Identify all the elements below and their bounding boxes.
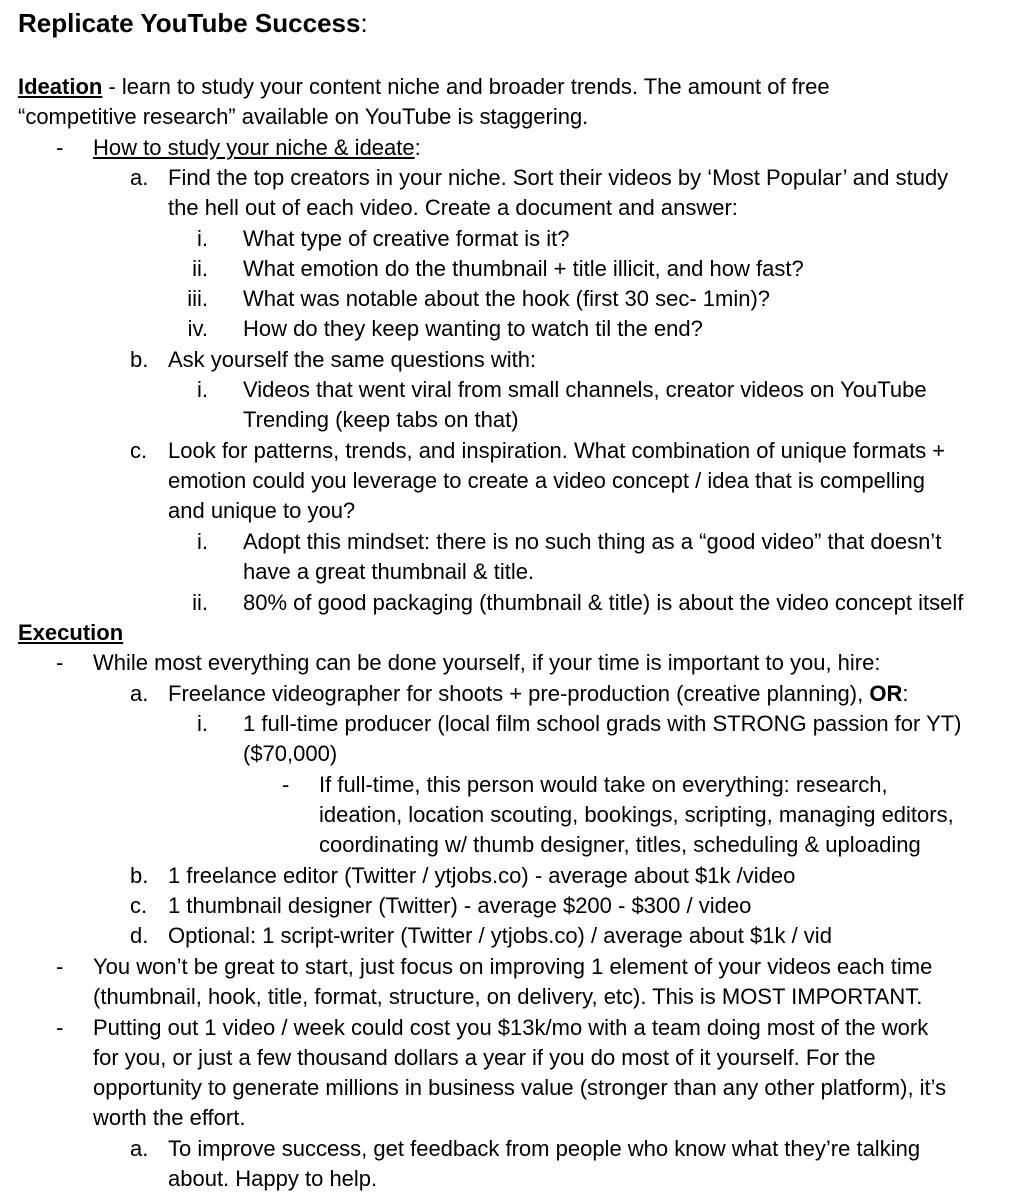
list-marker-a: a. <box>130 1136 149 1161</box>
execution-c-line: 1 thumbnail designer (Twitter) - average $200 - $300 / video <box>168 893 752 918</box>
list-marker-b: b. <box>130 347 149 372</box>
list-marker-d: d. <box>130 923 149 948</box>
list-marker-c: c. <box>130 438 148 463</box>
bullet-dash: - <box>56 954 64 979</box>
list-marker-i: i. <box>197 226 208 251</box>
ideation-c-line-2: emotion could you leverage to create a video concept / idea that is compelling <box>168 468 926 493</box>
list-marker-i: i. <box>197 711 208 736</box>
list-marker-a: a. <box>130 681 149 706</box>
question-emotion: What emotion do the thumbnail + title illicit, and how fast? <box>243 256 804 281</box>
title-colon: : <box>360 8 368 38</box>
execution-d-line: Optional: 1 script-writer (Twitter / ytjobs.co) / average about $1k / vid <box>168 923 832 948</box>
execution-a-line <box>168 679 908 709</box>
final-item-line-2: about. Happy to help. <box>168 1166 378 1191</box>
list-marker-a: a. <box>130 165 149 190</box>
ideation-a-line-1: Find the top creators in your niche. Sort their videos by ‘Most Popular’ and study <box>168 165 949 190</box>
final-item-line-1: To improve success, get feedback from people who know what they’re talking <box>168 1136 921 1161</box>
ideation-b-sub-line-1: Videos that went viral from small channels, creator videos on YouTube <box>243 377 927 402</box>
ideation-b-line-1: Ask yourself the same questions with: <box>168 347 537 372</box>
bullet-dash: - <box>56 650 64 675</box>
ideation-c-sub2-line-1: 80% of good packaging (thumbnail & title) is about the video concept itself <box>243 590 964 615</box>
ideation-intro-line-1 <box>18 72 830 102</box>
execution-a-dash-line-3: coordinating w/ thumb designer, titles, scheduling & uploading <box>319 832 921 857</box>
execution-bullet-2-line-2: (thumbnail, hook, title, format, structure, on delivery, etc). This is MOST IMPORTANT. <box>93 984 923 1009</box>
execution-bullet-3-line-2: for you, or just a few thousand dollars a year if you do most of it yourself. For the <box>93 1045 876 1070</box>
execution-a-sub-line-2: ($70,000) <box>243 741 338 766</box>
bullet-dash: - <box>56 1015 64 1040</box>
question-retention: How do they keep wanting to watch til the end? <box>243 316 703 341</box>
study-niche-line <box>93 133 421 163</box>
bullet-dash: - <box>282 772 290 797</box>
bullet-dash: - <box>56 135 64 160</box>
title-text: Replicate YouTube Success <box>18 8 361 38</box>
execution-a-text: Freelance videographer for shoots + pre-production (creative planning), <box>168 681 870 706</box>
ideation-c-line-3: and unique to you? <box>168 498 356 523</box>
ideation-a-line-2: the hell out of each video. Create a document and answer: <box>168 195 738 220</box>
ideation-intro-line-2: “competitive research” available on YouTube is staggering. <box>18 104 589 129</box>
list-marker-ii: ii. <box>192 256 208 281</box>
list-marker-b: b. <box>130 863 149 888</box>
ideation-b-sub-line-2: Trending (keep tabs on that) <box>243 407 519 432</box>
list-marker-ii: ii. <box>192 590 208 615</box>
execution-a-or: OR <box>869 681 903 706</box>
document-title <box>18 6 368 40</box>
question-hook: What was notable about the hook (first 30 sec- 1min)? <box>243 286 771 311</box>
execution-a-colon: : <box>902 681 909 706</box>
execution-a-dash-line-2: ideation, location scouting, bookings, scripting, managing editors, <box>319 802 954 827</box>
execution-heading: Execution <box>18 620 124 645</box>
execution-bullet-3-line-4: worth the effort. <box>93 1105 246 1130</box>
ideation-intro-rest: - learn to study your content niche and broader trends. The amount of free <box>102 74 830 99</box>
execution-a-dash-line-1: If full-time, this person would take on everything: research, <box>319 772 888 797</box>
ideation-c-sub1-line-2: have a great thumbnail & title. <box>243 559 535 584</box>
ideation-heading: Ideation <box>18 74 103 99</box>
list-marker-iv: iv. <box>187 316 208 341</box>
execution-bullet-2-line-1: You won’t be great to start, just focus on improving 1 element of your videos each time <box>93 954 933 979</box>
execution-b-line: 1 freelance editor (Twitter / ytjobs.co) - average about $1k /video <box>168 863 796 888</box>
list-marker-c: c. <box>130 893 148 918</box>
question-format: What type of creative format is it? <box>243 226 570 251</box>
study-niche-colon: : <box>414 135 421 160</box>
study-niche-heading: How to study your niche & ideate <box>93 135 415 160</box>
list-marker-i: i. <box>197 377 208 402</box>
execution-bullet-3-line-1: Putting out 1 video / week could cost you $13k/mo with a team doing most of the work <box>93 1015 929 1040</box>
list-marker-i: i. <box>197 529 208 554</box>
ideation-c-line-1: Look for patterns, trends, and inspiration. What combination of unique formats + <box>168 438 946 463</box>
execution-a-sub-line-1: 1 full-time producer (local film school grads with STRONG passion for YT) <box>243 711 962 736</box>
list-marker-iii: iii. <box>187 286 208 311</box>
ideation-c-sub1-line-1: Adopt this mindset: there is no such thing as a “good video” that doesn’t <box>243 529 942 554</box>
execution-bullet-3-line-3: opportunity to generate millions in business value (stronger than any other platform), it’s <box>93 1075 947 1100</box>
execution-bullet-1: While most everything can be done yourself, if your time is important to you, hire: <box>93 650 881 675</box>
